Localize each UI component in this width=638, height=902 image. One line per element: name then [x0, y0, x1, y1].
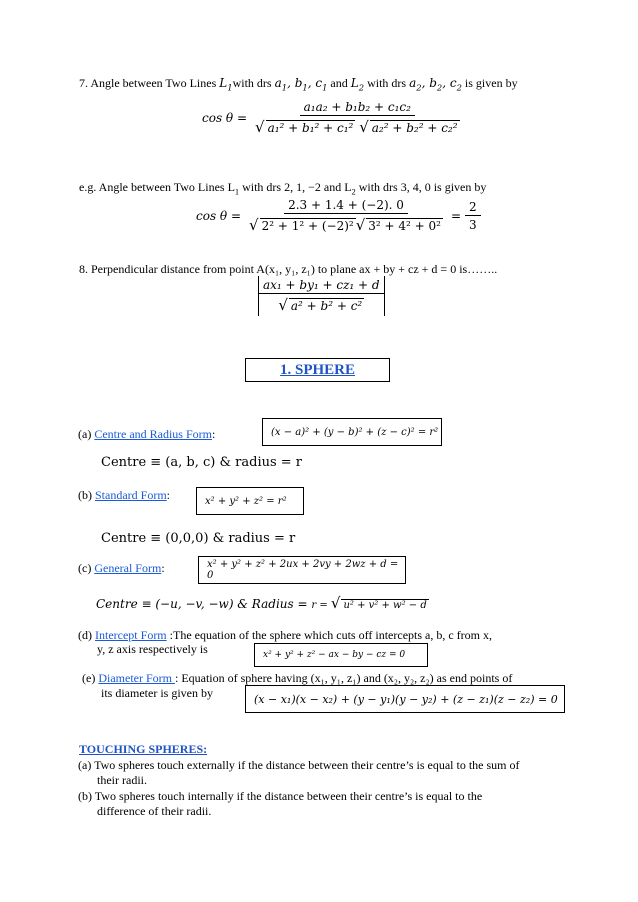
item8-denominator: √ a² + b² + c² — [278, 296, 363, 314]
form-d — [78, 628, 492, 643]
standard-form-link[interactable]: Standard Form — [95, 488, 167, 502]
example-den1: 2² + 1² + (−2)² — [261, 219, 354, 233]
item7-prefix: 7. Angle between Two Lines — [79, 76, 220, 90]
touching-b-label: (b) — [78, 789, 92, 803]
form-a — [78, 427, 215, 442]
example-text2: with drs 2, 1, −2 and L — [239, 180, 352, 194]
item8-formula — [258, 276, 385, 316]
touching-title: TOUCHING SPHERES: — [79, 742, 208, 756]
sphere-title: 1. SPHERE — [279, 361, 355, 378]
general-form-link[interactable]: General Form — [94, 561, 162, 575]
example-formula: cos θ = $\frac{2.3 + 1.4 + (-2). 0}{\text{√ 2² + 1² + (−2)² √ 3² + 4² + 0²}}$ = $\frac{2}{3}$ — [196, 198, 481, 234]
intercept-form-link[interactable]: Intercept Form — [95, 628, 167, 642]
item7-den1: a₁² + b₁² + c₁² — [267, 121, 354, 135]
item8-fraction — [259, 278, 384, 314]
touching-b-line1: Two spheres touch internally if the distance between their centre’s is equal to the — [94, 789, 483, 803]
sphere-title-box — [245, 358, 390, 382]
example-text: e.g. Angle between Two Lines L — [79, 180, 235, 194]
form-c-colon: : — [161, 561, 165, 575]
result-den: 3 — [469, 218, 477, 232]
l1-symbol: $L_1$ — [219, 76, 233, 93]
item7-denominator: √ a₁² + b₁² + c₁² √ a₂² + b₂² + c₂² — [255, 118, 458, 136]
form-c-formula: x² + y² + z² + 2ux + 2vy + 2wz + d = 0 — [198, 556, 406, 584]
item7-numerator: a₁a₂ + b₁b₂ + c₁c₂ — [300, 100, 415, 116]
item7-mid1: with drs — [232, 76, 275, 90]
item7-line — [79, 76, 518, 92]
item7-den2: a₂² + b₂² + c₂² — [371, 121, 458, 135]
example-numerator: 2.3 + 1.4 + (−2). 0 — [284, 198, 408, 214]
item8-text: 8. Perpendicular distance from point A(x₁, y₁, z₁) to plane ax + by + cz + d = 0 is…….. — [79, 262, 498, 276]
form-c-radical: u² + v² + w² − d — [343, 600, 427, 611]
form-d-formula: x² + y² + z² − ax − by − cz = 0 — [254, 643, 428, 667]
item7-fraction — [251, 100, 464, 136]
centre-radius-form-link[interactable]: Centre and Radius Form — [94, 427, 212, 441]
item8-numerator: ax₁ + by₁ + cz₁ + d — [259, 278, 384, 294]
form-b-colon: : — [166, 488, 171, 502]
item8-den: a² + b² + c² — [290, 299, 363, 313]
form-d-text: :The equation of the sphere which cuts off intercepts a, b, c from x, — [166, 628, 492, 642]
form-e-text: : Equation of sphere having (x₁, y₁, z₁) and (x₂, y₂, z₂) as end points of — [174, 671, 513, 685]
cos-lhs: cos θ = — [202, 111, 248, 125]
example-fraction — [245, 198, 447, 234]
form-b-centre: Centre ≡ (0,0,0) & radius = r — [101, 531, 296, 546]
example-text3: with drs 3, 4, 0 is given by — [355, 180, 487, 194]
example-result — [465, 200, 481, 232]
form-c-r: r = — [311, 600, 331, 611]
form-a-label: (a) — [78, 427, 92, 441]
touching-a-line1: Two spheres touch externally if the distance between their centre’s is equal to the sum of — [94, 758, 520, 772]
form-a-centre: Centre ≡ (a, b, c) & radius = r — [101, 455, 303, 470]
touching-a-label: (a) — [78, 758, 92, 772]
l2-symbol: $L_2$ — [350, 76, 365, 93]
touching-a-line2: their radii. — [97, 773, 147, 787]
touching-b-line2: difference of their radii. — [97, 804, 212, 818]
result-num: 2 — [465, 200, 481, 216]
form-e-text2: its diameter is given by — [101, 686, 213, 700]
drs2: $a_2$, $b_2$, $c_2$ — [409, 76, 462, 93]
form-d-label: (d) — [78, 628, 92, 642]
form-c-centre: Centre ≡ (−u, −v, −w) & Radius = r = √ u² + v² + w² − d — [96, 594, 427, 612]
drs1: $a_1$, $b_1$, $c_1$ — [274, 76, 328, 93]
form-e-formula: (x − x₁)(x − x₂) + (y − y₁)(y − y₂) + (z − z₁)(z − z₂) = 0 — [245, 685, 565, 713]
form-e — [82, 671, 512, 686]
diameter-form-link[interactable]: Diameter Form — [98, 671, 175, 685]
form-b — [78, 488, 170, 503]
form-a-colon: : — [211, 427, 216, 441]
example-line: e.g. Angle between Two Lines $L_1$ with drs 2, 1, −2 and $L_2$ with drs 3, 4, 0 is given by — [79, 180, 487, 197]
item7-end: is given by — [464, 76, 518, 90]
form-d-text2: y, z axis respectively is — [97, 642, 208, 656]
form-c-centre-a: Centre ≡ (−u, −v, −w) & Radius = — [96, 597, 308, 611]
form-b-label: (b) — [78, 488, 92, 502]
form-c-label: (c) — [78, 561, 92, 575]
touching-b — [78, 789, 482, 804]
item7-formula — [202, 100, 464, 136]
touching-a — [78, 758, 519, 773]
example-den2: 3² + 4² + 0² — [368, 219, 441, 233]
form-e-label: (e) — [82, 671, 96, 685]
item7-mid3: with drs — [367, 76, 410, 90]
example-lhs: cos θ = — [196, 209, 242, 223]
form-a-formula: (x − a)² + (y − b)² + (z − c)² = r² — [262, 418, 442, 446]
form-c — [78, 561, 165, 576]
form-b-formula: x² + y² + z² = r² — [196, 487, 304, 515]
item7-mid2: and — [330, 76, 351, 90]
example-denominator: √ 2² + 1² + (−2)² √ 3² + 4² + 0² — [249, 216, 441, 234]
